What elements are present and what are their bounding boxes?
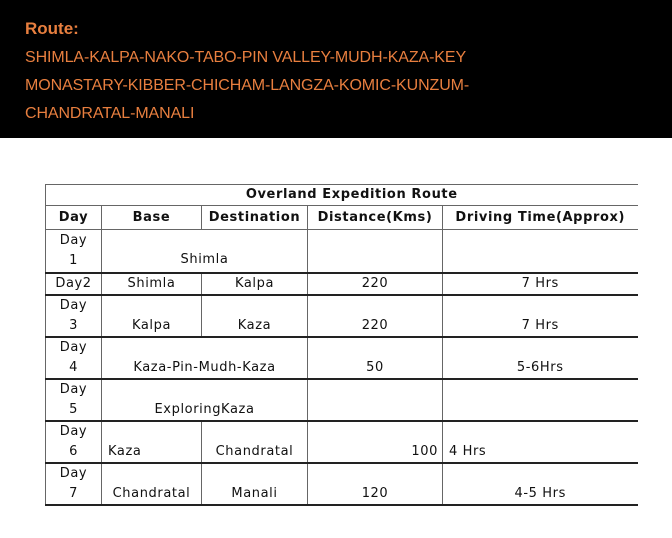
day-cell <box>46 463 102 505</box>
itinerary-table <box>45 184 638 506</box>
table-row <box>46 273 638 295</box>
day-number: 1 <box>69 253 78 268</box>
driving-time-cell: 7 Hrs <box>443 295 638 337</box>
day-number: 7 <box>69 486 78 501</box>
distance-cell <box>308 230 443 274</box>
table-title: Overland Expedition Route <box>46 185 638 206</box>
day-cell <box>46 421 102 463</box>
base-span-cell: ExploringKaza <box>102 379 308 421</box>
driving-time-cell: 4-5 Hrs <box>443 463 638 505</box>
table-title-row <box>46 185 638 206</box>
day-cell <box>46 379 102 421</box>
table-row <box>46 463 638 505</box>
day-number: 6 <box>69 444 78 459</box>
header-driving-time: Driving Time(Approx) <box>443 206 638 230</box>
day-cell <box>46 295 102 337</box>
base-span-cell: Kaza-Pin-Mudh-Kaza <box>102 337 308 379</box>
base-cell: Chandratal <box>102 463 202 505</box>
day-cell <box>46 337 102 379</box>
base-cell: Kalpa <box>102 295 202 337</box>
day-number: 5 <box>69 402 78 417</box>
table-row <box>46 230 638 274</box>
driving-time-cell: 5-6Hrs <box>443 337 638 379</box>
route-line-2: MONASTARY-KIBBER-CHICHAM-LANGZA-KOMIC-KUNZUM- <box>25 77 470 94</box>
day-word: Day <box>59 233 88 248</box>
day-word: Day <box>59 382 88 397</box>
day-number: 4 <box>69 360 78 375</box>
distance-cell: 220 <box>308 295 443 337</box>
driving-time-cell <box>443 379 638 421</box>
distance-cell: 50 <box>308 337 443 379</box>
day-cell: Day2 <box>46 273 102 295</box>
driving-time-cell: 7 Hrs <box>443 273 638 295</box>
day-word: Day <box>59 340 88 355</box>
header-day: Day <box>46 206 102 230</box>
distance-cell: 220 <box>308 273 443 295</box>
table-row <box>46 379 638 421</box>
route-line-1: SHIMLA-KALPA-NAKO-TABO-PIN VALLEY-MUDH-KAZA-KEY <box>25 49 467 66</box>
base-cell: Shimla <box>102 273 202 295</box>
day-number: 3 <box>69 318 78 333</box>
header-destination: Destination <box>202 206 308 230</box>
day-word: Day <box>59 298 88 313</box>
table-row <box>46 295 638 337</box>
table-row <box>46 421 638 463</box>
table-row <box>46 337 638 379</box>
distance-cell <box>308 379 443 421</box>
destination-cell: Kalpa <box>202 273 308 295</box>
distance-cell: 100 <box>308 421 443 463</box>
distance-cell: 120 <box>308 463 443 505</box>
destination-cell: Kaza <box>202 295 308 337</box>
destination-cell: Chandratal <box>202 421 308 463</box>
route-header <box>0 0 672 138</box>
table-header-row <box>46 206 638 230</box>
day-cell <box>46 230 102 274</box>
header-distance: Distance(Kms) <box>308 206 443 230</box>
driving-time-cell: 4 Hrs <box>443 421 638 463</box>
base-cell: Kaza <box>102 421 202 463</box>
day-word: Day <box>59 466 88 481</box>
destination-cell: Manali <box>202 463 308 505</box>
header-base: Base <box>102 206 202 230</box>
route-heading: Route: <box>25 19 79 38</box>
driving-time-cell <box>443 230 638 274</box>
base-span-cell: Shimla <box>102 230 308 274</box>
route-line-3: CHANDRATAL-MANALI <box>25 105 195 122</box>
day-word: Day <box>59 424 88 439</box>
